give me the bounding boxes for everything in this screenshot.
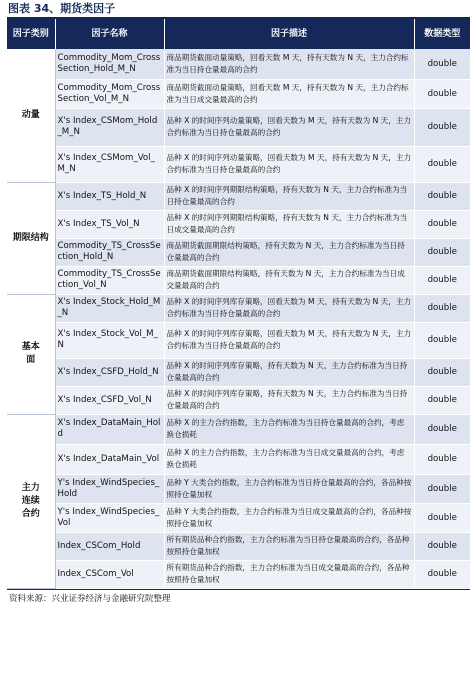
factor-name-cell: X's Index_DataMain_Vol	[55, 444, 164, 474]
data-type-cell: double	[414, 560, 470, 588]
table-row	[7, 444, 470, 474]
data-type-cell: double	[414, 474, 470, 503]
table-row	[7, 266, 470, 294]
factor-name-cell: X's Index_TS_Vol_N	[55, 210, 164, 238]
factor-description-cell: 品种 X 的时间序列库存策略，回看天数为 M 天，持有天数为 N 天，主力合约标准为当日持仓量最高的合约	[164, 294, 414, 322]
header-name: 因子名称	[55, 19, 164, 49]
factor-table	[7, 19, 470, 589]
table-row	[7, 474, 470, 503]
data-type-cell: double	[414, 358, 470, 386]
factor-name-cell: Y's Index_WindSpecies_Hold	[55, 474, 164, 503]
table-row	[7, 532, 470, 560]
table-row	[7, 414, 470, 444]
factor-name-cell: X's Index_TS_Hold_N	[55, 182, 164, 210]
factor-name-cell: Commodity_Mom_CrossSection_Vol_M_N	[55, 79, 164, 108]
header-data-type: 数据类型	[414, 19, 470, 49]
factor-name-cell: X's Index_CSFD_Hold_N	[55, 358, 164, 386]
factor-name-cell: Commodity_TS_CrossSection_Hold_N	[55, 238, 164, 266]
factor-description-cell: 品种 X 的时间序列库存策略，回看天数为 M 天，持有天数为 N 天，主力合约标准为当日持仓量最高的合约	[164, 322, 414, 358]
factor-name-cell: X's Index_CSMom_Hold_M_N	[55, 108, 164, 146]
header-category: 因子类别	[7, 19, 55, 49]
table-row	[7, 503, 470, 532]
table-row	[7, 210, 470, 238]
factor-description-cell: 品种 X 的时间序列期限结构策略，持有天数为 N 天，主力合约标准为当日成交量最高的合约	[164, 210, 414, 238]
category-label: 主力连续合约	[21, 482, 40, 519]
table-body	[7, 49, 470, 588]
table-row	[7, 358, 470, 386]
header-row	[7, 19, 470, 49]
factor-description-cell: 品种 X 的主力合约指数，主力合约标准为当日成交量最高的合约，考虑换仓损耗	[164, 444, 414, 474]
table-row	[7, 108, 470, 146]
factor-name-cell: X's Index_CSMom_Vol_M_N	[55, 146, 164, 182]
data-type-cell: double	[414, 210, 470, 238]
data-type-cell: double	[414, 444, 470, 474]
factor-description-cell: 品种 X 的主力合约指数，主力合约标准为当日持仓量最高的合约，考虑换仓损耗	[164, 414, 414, 444]
table-row	[7, 182, 470, 210]
table-row	[7, 238, 470, 266]
factor-description-cell: 品种 Y 大类合约指数，主力合约标准为当日持仓量最高的合约，各品种按照持仓量加权	[164, 474, 414, 503]
data-type-cell: double	[414, 108, 470, 146]
factor-description-cell: 品种 X 的时间序列动量策略，回看天数为 M 天，持有天数为 N 天，主力合约标准为当日持仓量最高的合约	[164, 146, 414, 182]
category-cell: 期限结构	[7, 182, 55, 294]
data-type-cell: double	[414, 146, 470, 182]
source-note: 资料来源：兴业证券经济与金融研究院整理	[9, 593, 171, 604]
figure	[7, 2, 470, 605]
factor-description-cell: 所有期货品种合约指数，主力合约标准为当日持仓量最高的合约，各品种按照持仓量加权	[164, 532, 414, 560]
data-type-cell: double	[414, 322, 470, 358]
factor-description-cell: 商品期货截面期限结构策略，持有天数为 N 天，主力合约标准为当日持仓量最高的合约	[164, 238, 414, 266]
data-type-cell: double	[414, 238, 470, 266]
factor-description-cell: 品种 X 的时间序列库存策略，持有天数为 N 天，主力合约标准为当日持仓量最高的合约	[164, 358, 414, 386]
data-type-cell: double	[414, 266, 470, 294]
factor-description-cell: 商品期货截面期限结构策略，持有天数为 N 天，主力合约标准为当日成交量最高的合约	[164, 266, 414, 294]
data-type-cell: double	[414, 532, 470, 560]
data-type-cell: double	[414, 182, 470, 210]
category-label: 基本面	[21, 342, 40, 365]
table-row	[7, 49, 470, 79]
data-type-cell: double	[414, 414, 470, 444]
factor-description-cell: 商品期货截面动量策略，回看天数 M 天，持有天数为 N 天，主力合约标准为当日持仓量最高的合约	[164, 49, 414, 79]
data-type-cell: double	[414, 503, 470, 532]
factor-name-cell: Commodity_Mom_CrossSection_Hold_M_N	[55, 49, 164, 79]
header-description: 因子描述	[164, 19, 414, 49]
factor-name-cell: Y's Index_WindSpecies_Vol	[55, 503, 164, 532]
table-row	[7, 79, 470, 108]
table-bottom-rule	[7, 589, 470, 590]
factor-name-cell: Index_CSCom_Hold	[55, 532, 164, 560]
factor-name-cell: X's Index_CSFD_Vol_N	[55, 386, 164, 414]
data-type-cell: double	[414, 294, 470, 322]
factor-name-cell: X's Index_DataMain_Hold	[55, 414, 164, 444]
factor-name-cell: X's Index_Stock_Hold_M_N	[55, 294, 164, 322]
factor-description-cell: 商品期货截面动量策略，回看天数 M 天，持有天数为 N 天，主力合约标准为当日成交量最高的合约	[164, 79, 414, 108]
table-row	[7, 146, 470, 182]
table-row	[7, 322, 470, 358]
table-row	[7, 294, 470, 322]
factor-name-cell: Commodity_TS_CrossSection_Vol_N	[55, 266, 164, 294]
category-cell: 动量	[7, 49, 55, 182]
factor-description-cell: 品种 X 的时间序列库存策略，持有天数为 N 天，主力合约标准为当日持仓量最高的合约	[164, 386, 414, 414]
factor-description-cell: 所有期货品种合约指数，主力合约标准为当日成交量最高的合约，各品种按照持仓量加权	[164, 560, 414, 588]
factor-description-cell: 品种 X 的时间序列期限结构策略，持有天数为 N 天，主力合约标准为当日持仓量最高的合约	[164, 182, 414, 210]
data-type-cell: double	[414, 79, 470, 108]
figure-title: 图表 34、期货类因子	[8, 2, 116, 15]
table-row	[7, 386, 470, 414]
category-cell	[7, 294, 55, 414]
factor-description-cell: 品种 Y 大类合约指数，主力合约标准为当日成交量最高的合约，各品种按照持仓量加权	[164, 503, 414, 532]
data-type-cell: double	[414, 49, 470, 79]
data-type-cell: double	[414, 386, 470, 414]
factor-name-cell: Index_CSCom_Vol	[55, 560, 164, 588]
factor-name-cell: X's Index_Stock_Vol_M_N	[55, 322, 164, 358]
table-row	[7, 560, 470, 588]
category-cell	[7, 414, 55, 588]
factor-description-cell: 品种 X 的时间序列动量策略，回看天数为 M 天，持有天数为 N 天，主力合约标准为当日持仓量最高的合约	[164, 108, 414, 146]
